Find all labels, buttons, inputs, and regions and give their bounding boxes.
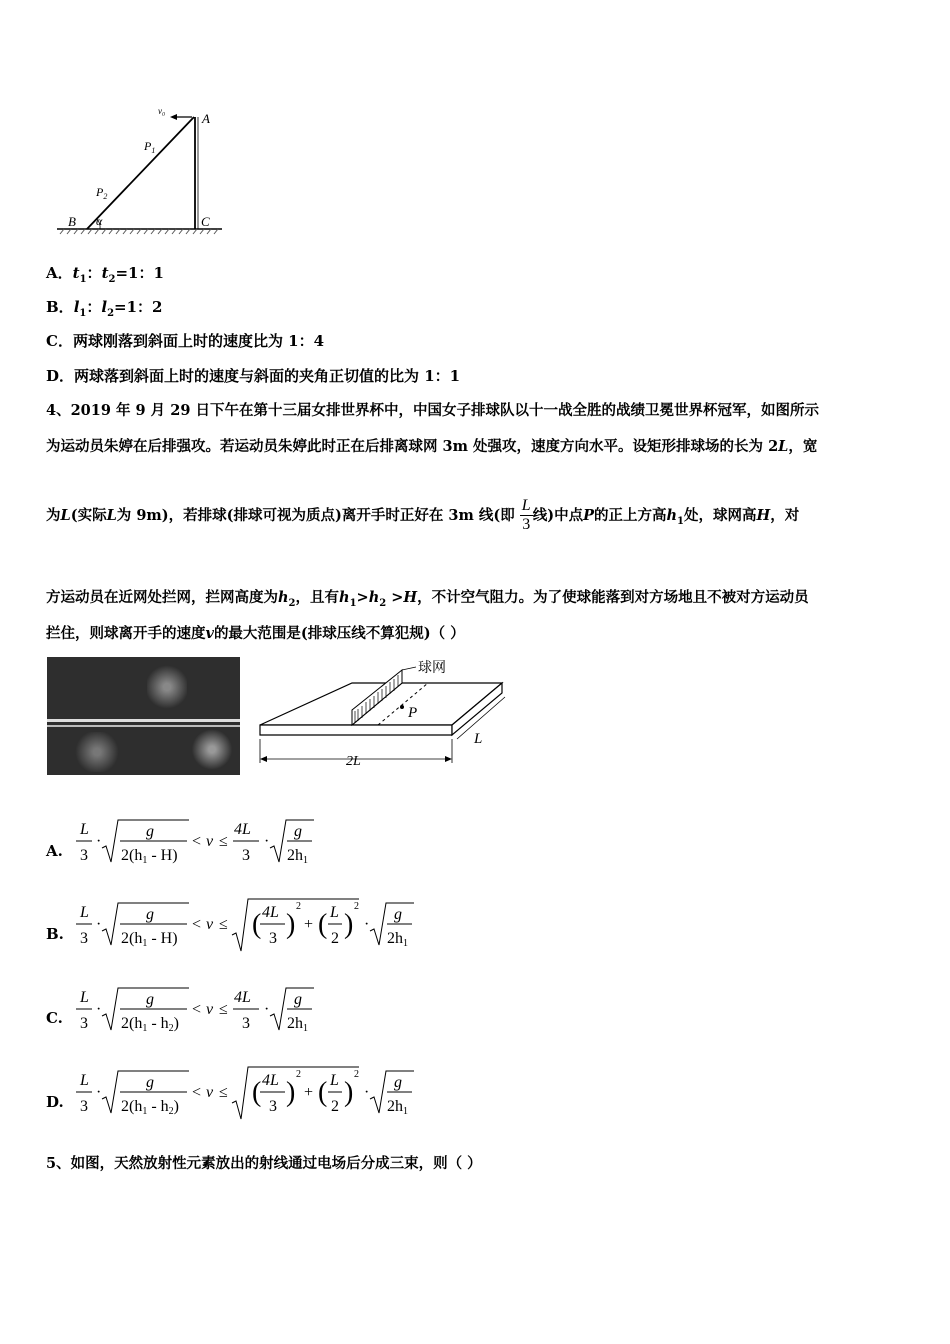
q4-line-5: 拦住，则球离开手的速度v的最大范围是(排球压线不算犯规)（ ） (46, 625, 465, 642)
svg-text:·: · (96, 1001, 102, 1018)
svg-text:g: g (146, 1074, 154, 1091)
svg-text:<: < (192, 916, 202, 933)
incline-figure (52, 105, 227, 240)
label-L-court: L (474, 731, 483, 747)
svg-text:2(h1 - H): 2(h1 - H) (121, 930, 178, 949)
svg-text:L: L (80, 1072, 89, 1089)
svg-text:L: L (80, 904, 89, 921)
q4-option-c-label: C. (46, 1009, 63, 1027)
svg-text:2h1: 2h1 (287, 1015, 308, 1034)
q5-stem: 5、如图，天然放射性元素放出的射线通过电场后分成三束，则（ ） (46, 1155, 482, 1172)
label-alpha: α (96, 214, 103, 228)
svg-text:3: 3 (80, 1098, 88, 1115)
label-B: B (68, 214, 76, 229)
svg-text:≤: ≤ (219, 916, 228, 933)
label-C: C (201, 214, 210, 229)
svg-text:v: v (206, 1084, 214, 1101)
svg-text:+: + (304, 1084, 314, 1101)
svg-text:2h1: 2h1 (387, 930, 408, 949)
volleyball-photo (47, 657, 240, 775)
svg-text:4L: 4L (234, 821, 251, 838)
q4-option-a-formula (74, 812, 334, 872)
svg-text:3: 3 (80, 1015, 88, 1032)
svg-text:·: · (264, 833, 270, 850)
q3-option-b: B．$l_1$：$l_2=1$：2 (46, 298, 163, 319)
svg-text:3: 3 (269, 1098, 277, 1115)
svg-text:≤: ≤ (219, 1001, 228, 1018)
net-label: 球网 (418, 661, 446, 676)
svg-text:·: · (96, 916, 102, 933)
q4-option-d-formula (74, 1063, 419, 1125)
svg-text:2(h1 - h2): 2(h1 - h2) (121, 1015, 179, 1034)
svg-text:g: g (394, 906, 402, 923)
svg-text:3: 3 (242, 1015, 250, 1032)
svg-text:3: 3 (242, 847, 250, 864)
svg-text:≤: ≤ (219, 1084, 228, 1101)
svg-text:2(h1 - h2): 2(h1 - h2) (121, 1098, 179, 1117)
svg-text:+: + (304, 916, 314, 933)
svg-text:g: g (294, 991, 302, 1008)
svg-text:L: L (330, 904, 339, 921)
label-2L: 2L (346, 754, 361, 769)
svg-text:·: · (264, 1001, 270, 1018)
svg-text:2: 2 (296, 1069, 301, 1080)
q4-line-3: 为L(实际L为 9m)，若排球(排球可视为质点)离开手时正好在 3m 线(即 $\frac{L}{3}$ 线)中点P的正上方高$h_1$处，球网高H，对 (46, 497, 800, 534)
q4-option-c-formula (74, 980, 334, 1040)
svg-text:(: ( (252, 1077, 262, 1108)
label-P-court: P (408, 705, 418, 721)
svg-text:(: ( (252, 909, 262, 940)
q4-option-a-label: A. (46, 842, 63, 860)
q3-option-d: D．两球落到斜面上时的速度与斜面的夹角正切值的比为 1：1 (46, 367, 461, 385)
svg-text:4L: 4L (262, 904, 279, 921)
svg-text:<: < (192, 1084, 202, 1101)
svg-text:L: L (80, 821, 89, 838)
court-figure (252, 655, 514, 775)
label-v0: v₀ (158, 106, 166, 116)
svg-text:2: 2 (331, 930, 339, 947)
svg-text:(: ( (318, 1077, 328, 1108)
svg-text:g: g (294, 823, 302, 840)
svg-text:): ) (344, 1077, 354, 1108)
svg-text:≤: ≤ (219, 833, 228, 850)
svg-text:<: < (192, 833, 202, 850)
svg-text:g: g (146, 823, 154, 840)
incline-line (87, 117, 194, 229)
svg-text:·: · (96, 833, 102, 850)
svg-text:L: L (80, 989, 89, 1006)
q4-option-d-label: D. (46, 1093, 64, 1111)
svg-text:2(h1 - H): 2(h1 - H) (121, 847, 178, 866)
svg-text:v: v (206, 833, 214, 850)
svg-text:L: L (330, 1072, 339, 1089)
svg-text:2: 2 (296, 901, 301, 912)
q3-option-c: C．两球刚落到斜面上时的速度比为 1：4 (46, 332, 325, 350)
svg-text:2h1: 2h1 (287, 847, 308, 866)
svg-text:g: g (146, 991, 154, 1008)
q4-line-4: 方运动员在近网处拦网，拦网高度为$h_2$，且有$h_1>h_2 >H$，不计空气阻力。为了使球能落到对方场地且不被对方运动员 (46, 589, 809, 609)
svg-text:4L: 4L (234, 989, 251, 1006)
svg-text:2h1: 2h1 (387, 1098, 408, 1117)
label-P2: $P_2$ (96, 185, 108, 201)
svg-text:(: ( (318, 909, 328, 940)
q4-line-2: 为运动员朱婷在后排强攻。若运动员朱婷此时正在后排离球网 3m 处强攻，速度方向水平。设矩形排球场的长为 2L，宽 (46, 438, 818, 455)
svg-text:4L: 4L (262, 1072, 279, 1089)
fraction-L-over-3: $\frac{L}{3}$ (521, 497, 531, 534)
q4-option-b-formula (74, 895, 419, 957)
svg-text:): ) (286, 909, 296, 940)
svg-text:3: 3 (80, 847, 88, 864)
svg-text:v: v (206, 916, 214, 933)
svg-text:<: < (192, 1001, 202, 1018)
svg-text:·: · (364, 1084, 370, 1101)
label-A: A (202, 111, 210, 126)
q4-option-b-label: B. (46, 925, 64, 943)
label-P1: $P_1$ (144, 139, 156, 155)
svg-text:2: 2 (331, 1098, 339, 1115)
svg-text:): ) (286, 1077, 296, 1108)
svg-text:·: · (364, 916, 370, 933)
svg-text:2: 2 (354, 1069, 359, 1080)
svg-text:g: g (146, 906, 154, 923)
svg-text:g: g (394, 1074, 402, 1091)
q3-option-a: A．$t_1$：$t_2=1$：1 (46, 264, 164, 285)
svg-text:3: 3 (80, 930, 88, 947)
q4-line-1: 4、2019 年 9 月 29 日下午在第十三届女排世界杯中，中国女子排球队以十一战全胜的战绩卫冕世界杯冠军，如图所示 (46, 402, 819, 419)
svg-text:·: · (96, 1084, 102, 1101)
svg-text:3: 3 (269, 930, 277, 947)
svg-text:2: 2 (354, 901, 359, 912)
svg-text:): ) (344, 909, 354, 940)
svg-text:v: v (206, 1001, 214, 1018)
